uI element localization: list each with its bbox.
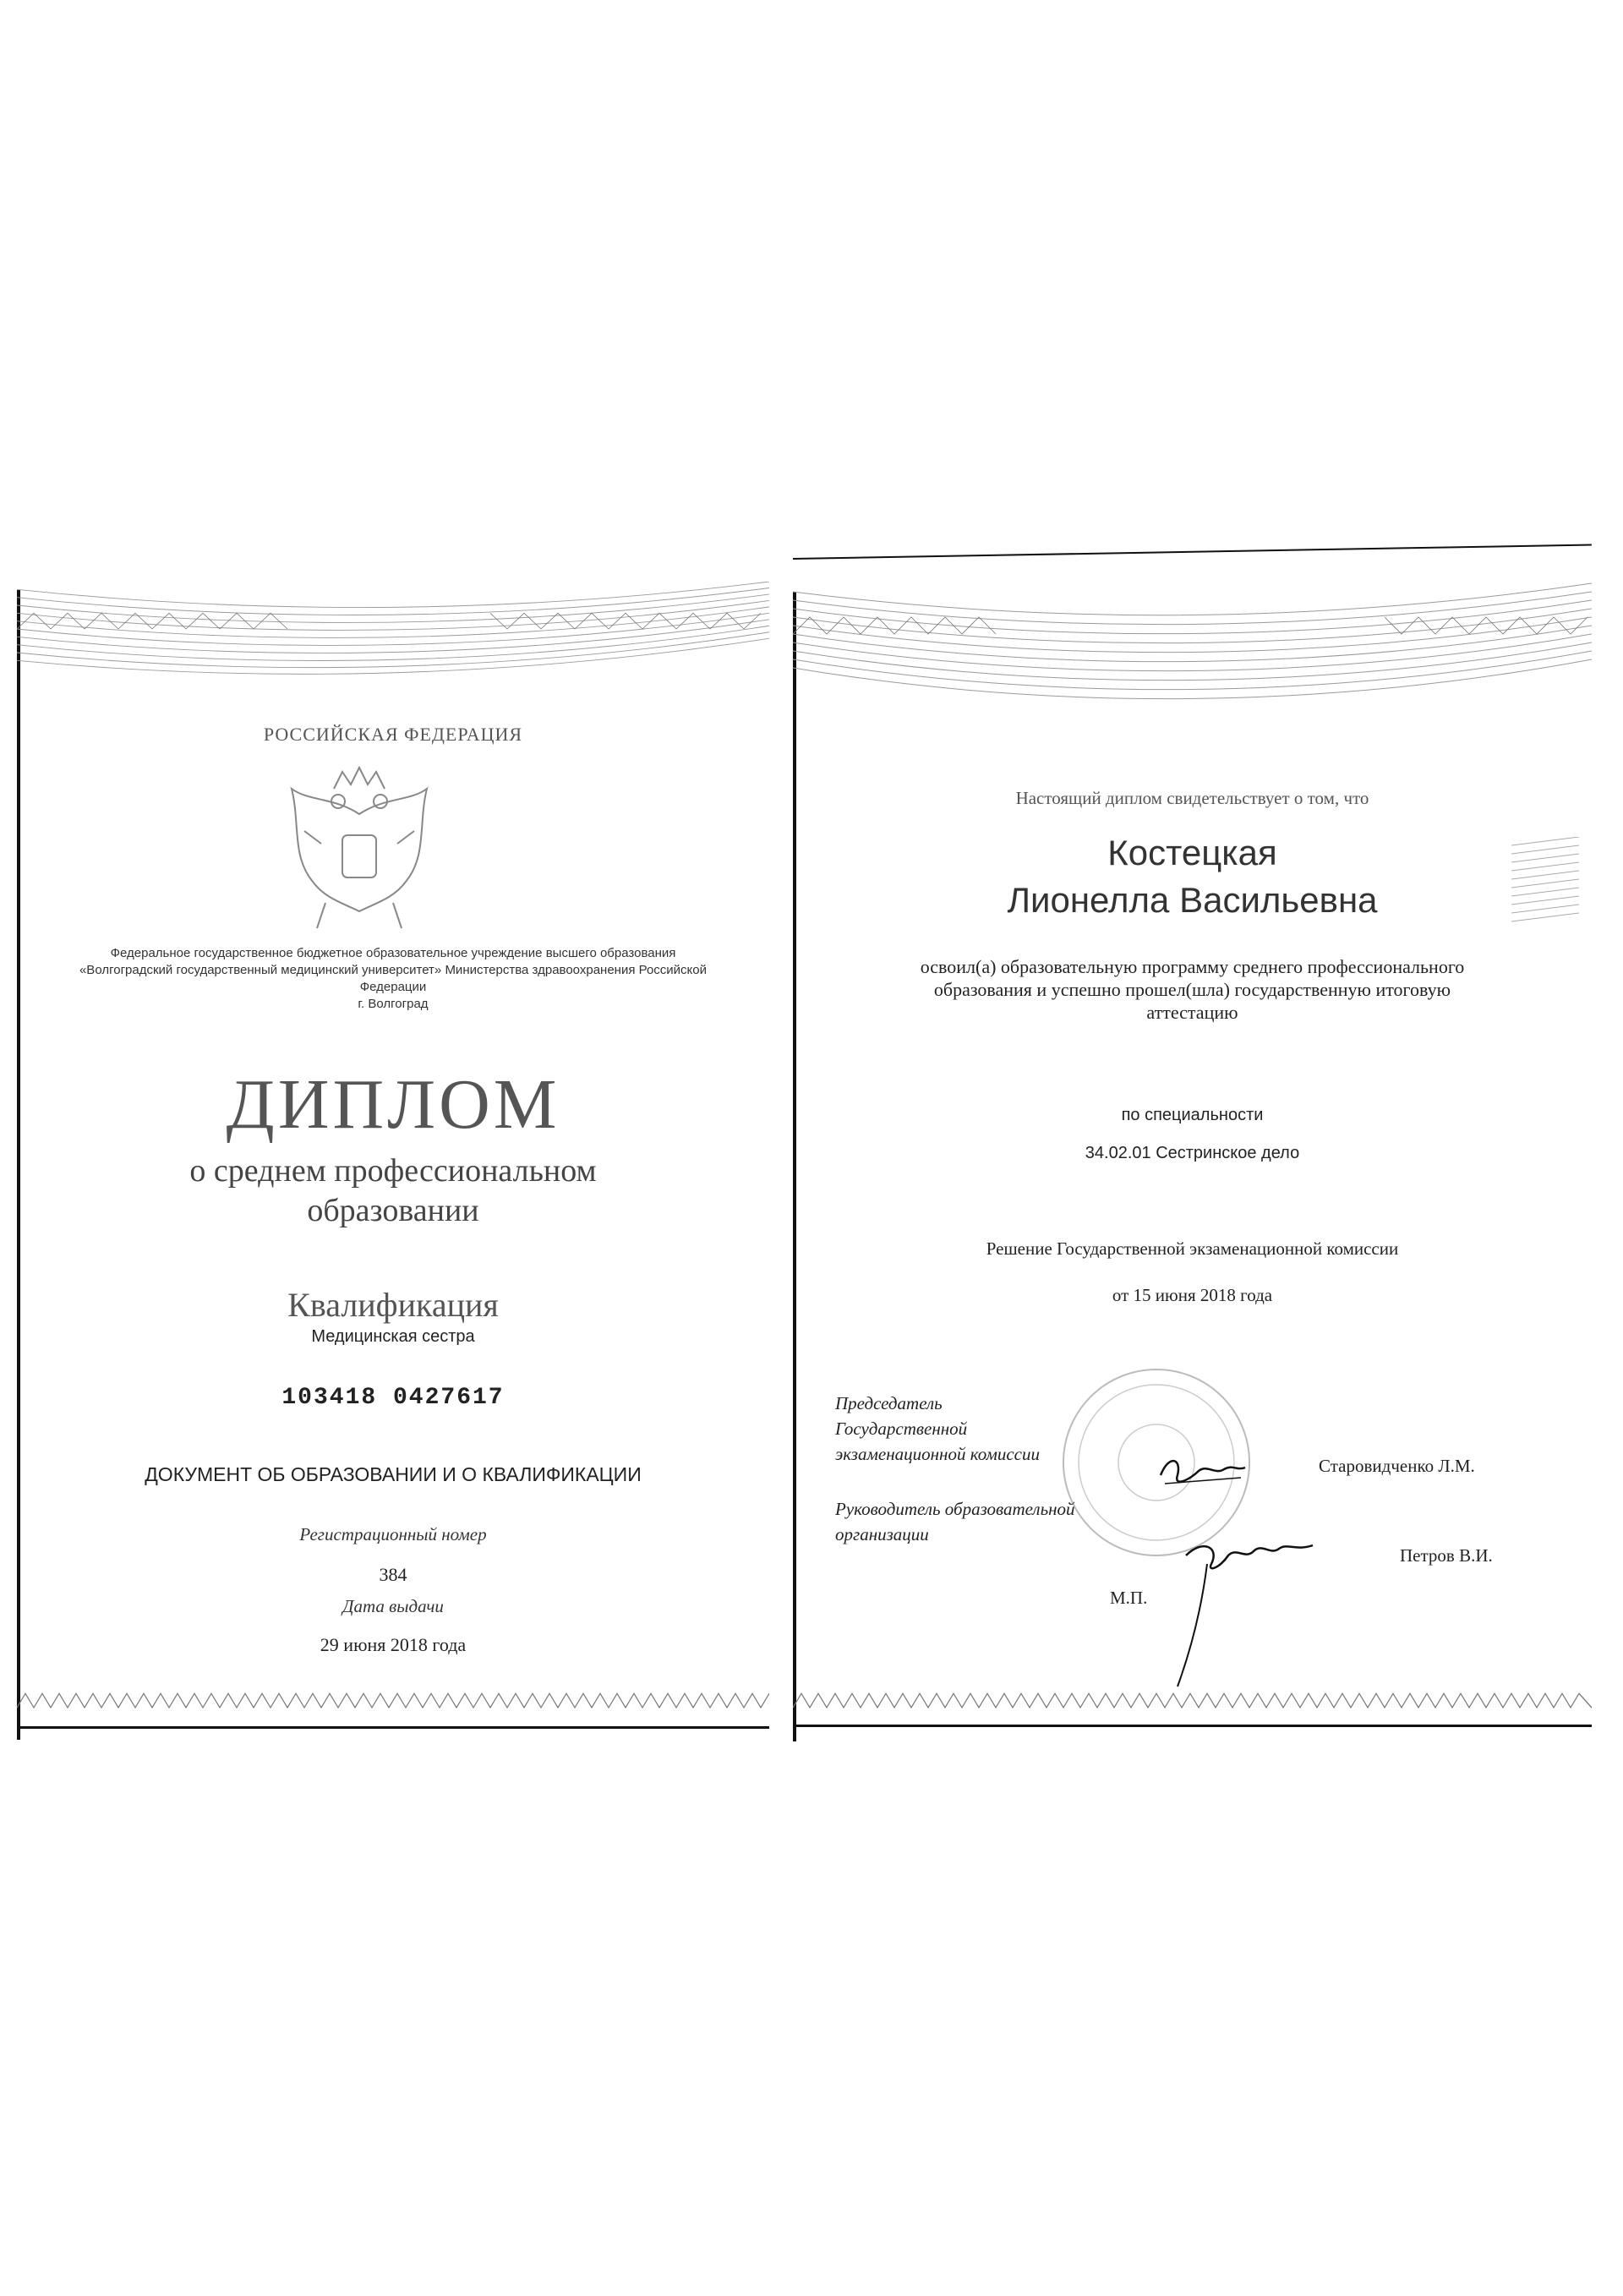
guilloche-ornament (17, 582, 769, 700)
institution-line-3: Федерации (359, 980, 427, 994)
chair-signature (1156, 1446, 1249, 1496)
program-statement (793, 955, 1592, 1024)
registration-number-label: Регистрационный номер (299, 1524, 487, 1544)
qualification-heading: Квалификация (287, 1286, 499, 1324)
bottom-edge (17, 1726, 769, 1729)
bottom-ornament (793, 1691, 1592, 1725)
program-line-1: освоил(а) образовательную программу среднего профессионального (920, 956, 1465, 977)
chair-title-line-2: Государственной (835, 1419, 968, 1439)
qualification-value: Медицинская сестра (311, 1327, 475, 1346)
graduate-given-names: Лионелла Васильевна (1007, 880, 1378, 920)
certify-intro: Настоящий диплом свидетельствует о том, что (1015, 788, 1369, 808)
bottom-ornament (17, 1691, 769, 1725)
diploma-content-page (793, 558, 1592, 1741)
institution-line-2: «Волгоградский государственный медицинский университет» Министерства здравоохранения Российской (79, 963, 708, 977)
specialty-label: по специальности (1121, 1106, 1264, 1124)
bottom-edge (793, 1725, 1592, 1727)
left-edge (793, 592, 796, 1741)
document-type: ДОКУМЕНТ ОБ ОБРАЗОВАНИИ И О КВАЛИФИКАЦИИ (145, 1463, 642, 1485)
guilloche-ornament (793, 575, 1592, 744)
diploma-title: ДИПЛОМ (226, 1065, 560, 1144)
stamp-place-label: М.П. (1110, 1588, 1148, 1608)
serial-number: 103418 0427617 (281, 1385, 505, 1411)
commission-decision-label: Решение Государственной экзаменационной комиссии (986, 1238, 1399, 1259)
graduate-surname: Костецкая (1107, 833, 1277, 872)
institution-line-1: Федеральное государственное бюджетное образовательное учреждение высшего образования (110, 946, 676, 960)
program-line-3: аттестацию (1146, 1002, 1238, 1023)
issue-date-value: 29 июня 2018 года (320, 1634, 467, 1655)
registration-number-value: 384 (379, 1564, 407, 1585)
institution-line-4: г. Волгоград (358, 997, 429, 1011)
country-label: РОССИЙСКАЯ ФЕДЕРАЦИЯ (263, 724, 523, 745)
institution-name (17, 945, 769, 1013)
diploma-subtitle-line-1: о среднем профессиональном (189, 1153, 597, 1189)
commission-decision-date: от 15 июня 2018 года (1112, 1285, 1273, 1305)
chair-title-line-3: экзаменационной комиссии (835, 1444, 1040, 1464)
chair-title (835, 1391, 1040, 1467)
program-line-2: образования и успешно прошел(шла) государственную итоговую (933, 979, 1451, 1000)
head-name: Петров В.И. (1400, 1545, 1493, 1566)
diploma-cover-page (17, 582, 769, 1740)
head-title-line-2: организации (835, 1524, 929, 1544)
chair-name: Старовидченко Л.М. (1319, 1456, 1475, 1476)
issue-date-label: Дата выдачи (342, 1596, 444, 1616)
specialty-value: 34.02.01 Сестринское дело (1085, 1144, 1300, 1162)
chair-title-line-1: Председатель (835, 1393, 943, 1413)
coat-of-arms-emblem (275, 763, 444, 937)
head-title-line-1: Руководитель образовательной (835, 1499, 1075, 1519)
head-signature (1169, 1522, 1321, 1691)
diploma-subtitle-line-2: образовании (307, 1193, 479, 1228)
top-edge (793, 544, 1592, 560)
head-title (835, 1496, 1075, 1547)
